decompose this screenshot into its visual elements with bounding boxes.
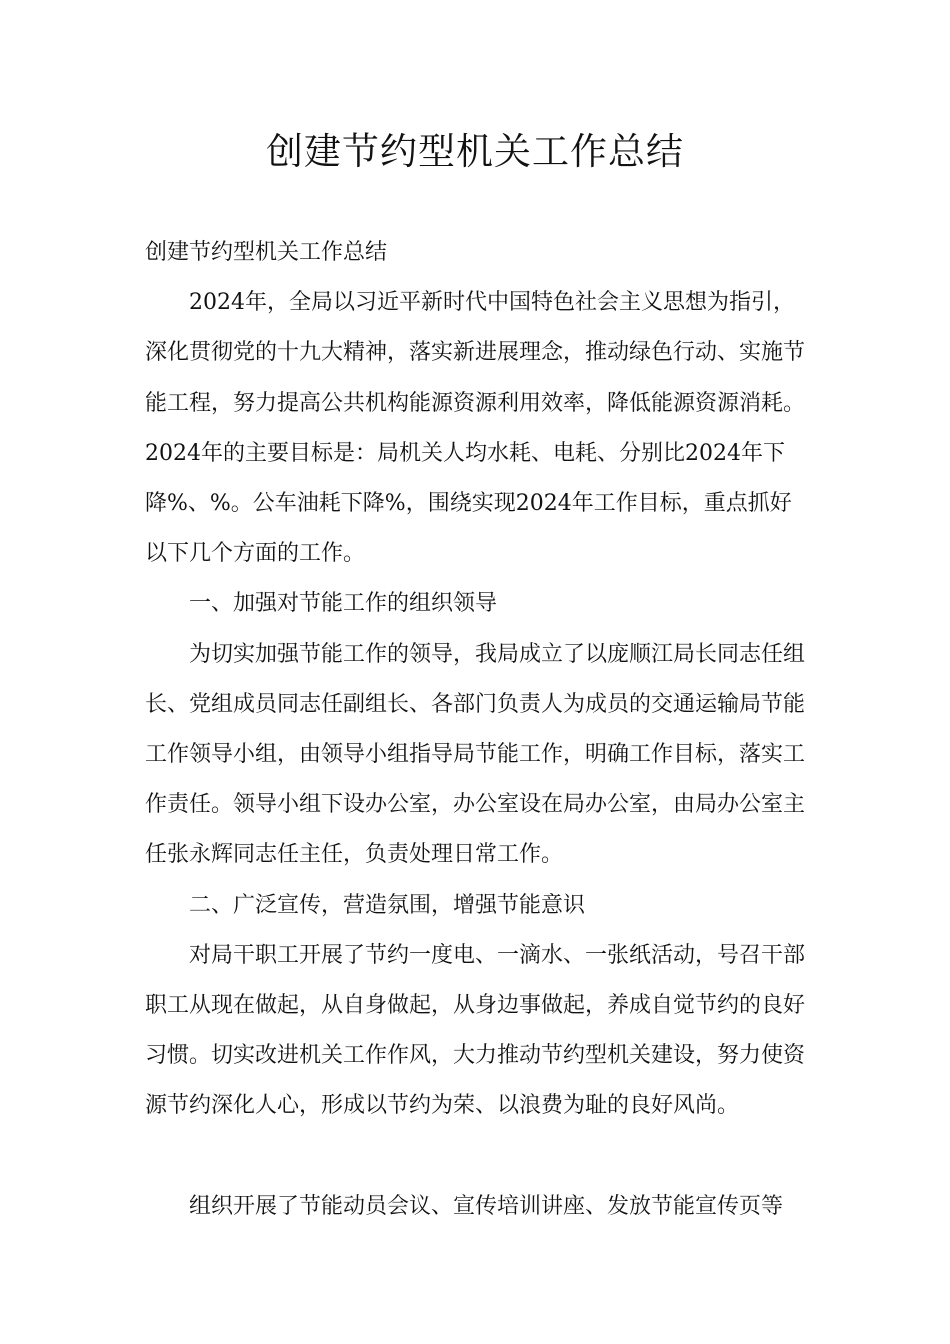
document-subtitle: 创建节约型机关工作总结	[145, 240, 388, 265]
document-title: 创建节约型机关工作总结	[266, 130, 684, 173]
paragraph-intro: 2024年，全局以习近平新时代中国特色社会主义思想为指引，深化贯彻党的十九大精神，落实新进展理念，推动绿色行动、实施节能工程，努力提高公共机构能源资源利用效率，降低能源资源消耗。2024年的主要目标是：局机关人均水耗、电耗、分别比2024年下降%、%。公车油耗下降%，围绕实现2024年工作目标，重点抓好以下几个方面的工作。	[145, 290, 806, 567]
paragraph-organization: 为切实加强节能工作的领导，我局成立了以庞顺江局长同志任组长、党组成员同志任副组长、各部门负责人为成员的交通运输局节能工作领导小组，由领导小组指导局节能工作，明确工作目标，落实工作责任。领导小组下设办公室，办公室设在局办公室，由局办公室主任张永辉同志任主任，负责处理日常工作。	[145, 641, 806, 868]
paragraph-publicity: 对局干职工开展了节约一度电、一滴水、一张纸活动，号召干部职工从现在做起，从自身做起，从身边事做起，养成自觉节约的良好习惯。切实改进机关工作作风，大力推动节约型机关建设，努力使资源节约深化人心，形成以节约为荣、以浪费为耻的良好风尚。	[145, 942, 806, 1119]
section-heading-publicity: 二、广泛宣传，营造氛围，增强节能意识	[189, 892, 586, 918]
paragraph-activities: 组织开展了节能动员会议、宣传培训讲座、发放节能宣传页等	[189, 1193, 784, 1219]
document-body	[145, 228, 813, 1232]
section-heading-organization: 一、加强对节能工作的组织领导	[189, 591, 498, 617]
